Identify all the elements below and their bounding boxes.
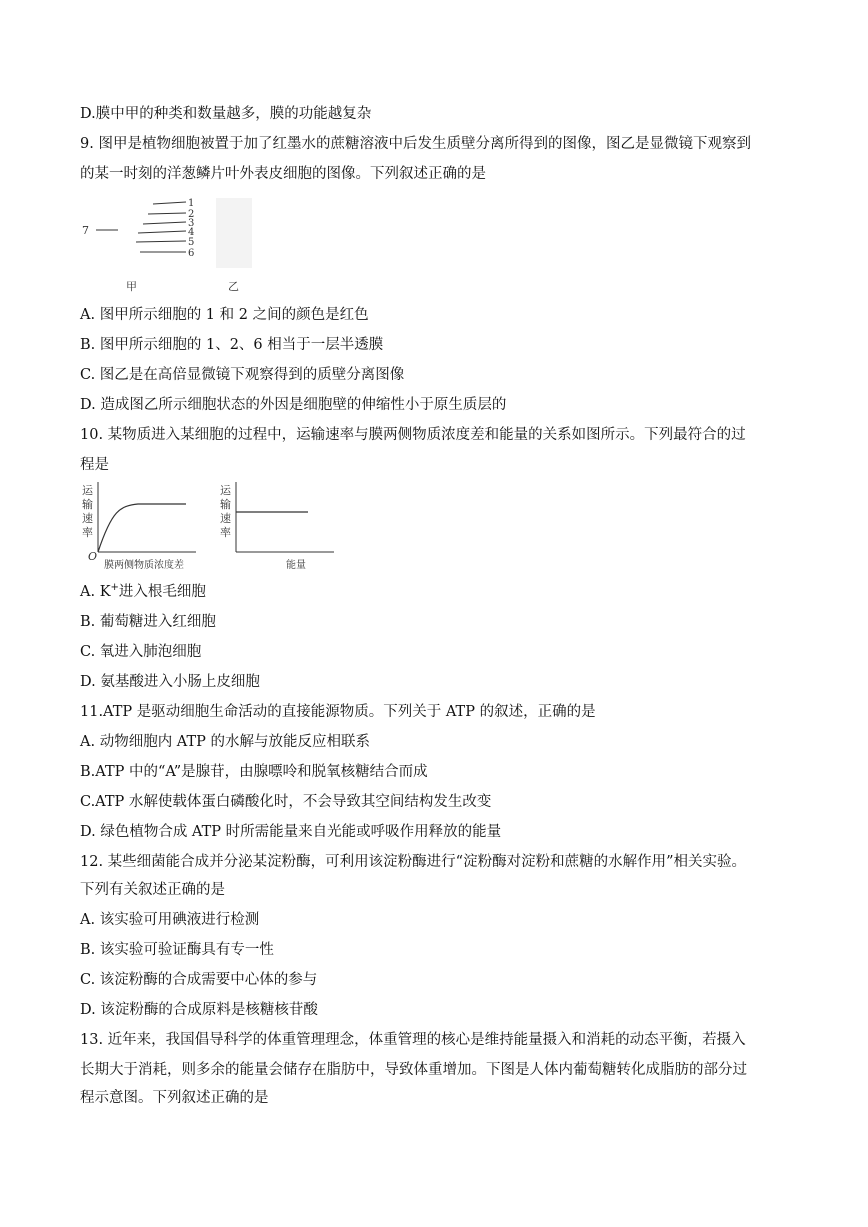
fig10-left-origin: O bbox=[88, 550, 98, 563]
q9-stem-line2: 的某一时刻的洋葱鳞片叶外表皮细胞的图像。下列叙述正确的是 bbox=[80, 166, 486, 182]
q10-stem-line2: 程是 bbox=[80, 457, 109, 473]
fig10-right-ylabel-1: 运 bbox=[220, 484, 231, 497]
q11-option-a: A. 动物细胞内 ATP 的水解与放能反应相联系 bbox=[80, 734, 371, 750]
q9-stem-line1: 9. 图甲是植物细胞被置于加了红墨水的蔗糖溶液中后发生质壁分离所得到的图像，图乙是显微镜下观察到 bbox=[80, 136, 751, 152]
fig9-label-4: 4 bbox=[188, 227, 195, 238]
q11-option-c: C.ATP 水解使载体蛋白磷酸化时，不会导致其空间结构发生改变 bbox=[80, 794, 492, 810]
fig10-right-ylabel-2: 输 bbox=[220, 498, 231, 511]
fig9-label-1: 1 bbox=[188, 198, 195, 209]
fig10-left-xlabel: 膜两侧物质浓度差 bbox=[104, 560, 184, 571]
q11-option-d: D. 绿色植物合成 ATP 时所需能量来自光能或呼吸作用释放的能量 bbox=[80, 824, 502, 840]
q9-option-d: D. 造成图乙所示细胞状态的外因是细胞壁的伸缩性小于原生质层的 bbox=[80, 397, 507, 413]
fig9-label-2: 2 bbox=[188, 209, 195, 220]
q12-option-d: D. 该淀粉酶的合成原料是核糖核苷酸 bbox=[80, 1002, 318, 1018]
fig9-line-2 bbox=[148, 213, 186, 214]
fig10-left-ylabel-2: 输 bbox=[82, 498, 93, 511]
q12-option-c: C. 该淀粉酶的合成需要中心体的参与 bbox=[80, 972, 318, 988]
q9-option-a: A. 图甲所示细胞的 1 和 2 之间的颜色是红色 bbox=[80, 307, 369, 323]
fig10-right-xlabel: 能量 bbox=[286, 560, 306, 571]
fig9-line-3 bbox=[143, 222, 186, 224]
q10-stem-line1: 10. 某物质进入某细胞的过程中，运输速率与膜两侧物质浓度差和能量的关系如图所示。下列最符合的过 bbox=[80, 427, 746, 443]
q9-figure bbox=[78, 192, 278, 297]
fig9-label-3: 3 bbox=[188, 218, 195, 229]
q8-option-d: D.膜中甲的种类和数量越多，膜的功能越复杂 bbox=[80, 106, 372, 122]
q9-option-b: B. 图甲所示细胞的 1、2、6 相当于一层半透膜 bbox=[80, 337, 384, 353]
fig9-label-6: 6 bbox=[188, 248, 195, 259]
fig9-line-1 bbox=[153, 202, 186, 204]
q12-option-a: A. 该实验可用碘液进行检测 bbox=[80, 912, 260, 928]
q10-option-a-pre: A. K bbox=[80, 584, 111, 600]
fig9-line-4 bbox=[138, 231, 186, 233]
q12-stem-line1: 12. 某些细菌能合成并分泌某淀粉酶，可利用该淀粉酶进行“淀粉酶对淀粉和蔗糖的水解作用”相关实验。 bbox=[80, 854, 746, 870]
q10-figure bbox=[78, 480, 338, 575]
q12-option-b: B. 该实验可验证酶具有专一性 bbox=[80, 942, 274, 958]
q10-option-a-post: 进入根毛细胞 bbox=[118, 584, 206, 600]
q13-stem-line1: 13. 近年来，我国倡导科学的体重管理理念，体重管理的核心是维持能量摄入和消耗的动态平衡，若摄入 bbox=[80, 1032, 746, 1048]
q13-stem-line3: 程示意图。下列叙述正确的是 bbox=[80, 1090, 269, 1106]
fig10-left-ylabel-1: 运 bbox=[82, 484, 93, 497]
q11-stem: 11.ATP 是驱动细胞生命活动的直接能源物质。下列关于 ATP 的叙述，正确的是 bbox=[80, 704, 596, 720]
fig10-right-ylabel-3: 速 bbox=[220, 512, 231, 525]
q12-stem-line2: 下列有关叙述正确的是 bbox=[80, 882, 225, 898]
fig9-label-7: 7 bbox=[82, 224, 89, 237]
q10-option-b: B. 葡萄糖进入红细胞 bbox=[80, 614, 216, 630]
fig9-line-5 bbox=[136, 241, 186, 242]
fig10-left-ylabel-3: 速 bbox=[82, 512, 93, 525]
fig9-image-yi bbox=[216, 198, 252, 268]
q9-option-c: C. 图乙是在高倍显微镜下观察得到的质壁分离图像 bbox=[80, 367, 405, 383]
fig9-label-5: 5 bbox=[188, 237, 195, 248]
fig10-right-ylabel-4: 率 bbox=[220, 526, 231, 539]
q10-option-a bbox=[80, 582, 206, 602]
q10-option-a-sup: + bbox=[110, 582, 119, 594]
q11-option-b: B.ATP 中的“A”是腺苷，由腺嘌呤和脱氧核糖结合而成 bbox=[80, 764, 428, 780]
fig10-left-ylabel-4: 率 bbox=[82, 526, 93, 539]
fig9-caption-yi: 乙 bbox=[228, 280, 239, 293]
fig10-left-curve bbox=[98, 504, 186, 552]
fig9-caption-jia: 甲 bbox=[126, 280, 137, 293]
q13-stem-line2: 长期大于消耗，则多余的能量会储存在脂肪中，导致体重增加。下图是人体内葡萄糖转化成脂肪的部分过 bbox=[80, 1062, 747, 1078]
q10-option-d: D. 氨基酸进入小肠上皮细胞 bbox=[80, 674, 260, 690]
q10-option-c: C. 氧进入肺泡细胞 bbox=[80, 644, 202, 660]
